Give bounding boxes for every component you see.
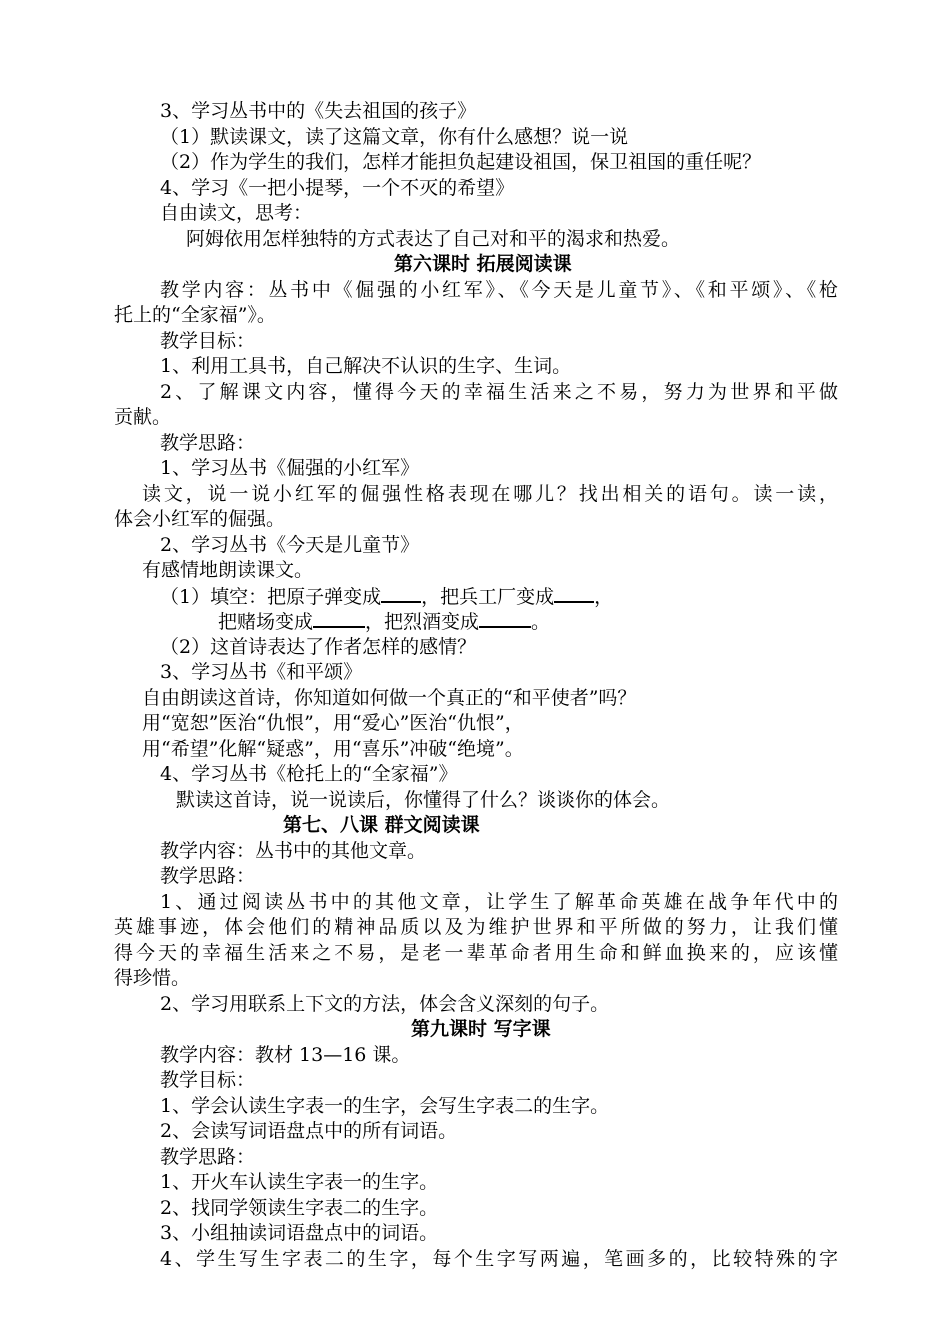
text-line: 贡献。 bbox=[114, 406, 172, 428]
fill-blank-line bbox=[160, 583, 613, 609]
text-line: 4、学习《一把小提琴，一个不灭的希望》 bbox=[160, 177, 515, 199]
text-line: 1、学习丛书《倔强的小红军》 bbox=[160, 457, 420, 479]
text-line: 阿姆依用怎样独特的方式表达了自己对和平的渴求和热爱。 bbox=[186, 228, 681, 250]
text-line: 1、开火车认读生字表一的生字。 bbox=[160, 1171, 439, 1193]
text-span: ，把烈酒变成 bbox=[365, 611, 480, 633]
text-line: 2、会读写词语盘点中的所有词语。 bbox=[160, 1120, 458, 1142]
answer-blank bbox=[554, 583, 594, 603]
text-span: ，把兵工厂变成 bbox=[421, 586, 555, 608]
text-line: 自由读文，思考： bbox=[160, 202, 313, 224]
text-line: 用“希望”化解“疑惑”，用“喜乐”冲破“绝境”。 bbox=[142, 738, 524, 760]
text-line: （1）默读课文，读了这篇文章，你有什么感想？说一说 bbox=[160, 126, 629, 148]
text-span: （1）填空：把原子弹变成 bbox=[160, 586, 382, 608]
text-line: （2）作为学生的我们，怎样才能担负起建设祖国，保卫祖国的重任呢？ bbox=[160, 151, 762, 173]
text-line: 得今天的幸福生活来之不易，是老一辈革命者用生命和鲜血换来的，应该懂 bbox=[114, 942, 838, 964]
text-line: 2、找同学领读生字表二的生字。 bbox=[160, 1197, 439, 1219]
text-line: 用“宽恕”医治“仇恨”，用“爱心”医治“仇恨”， bbox=[142, 712, 524, 734]
section-heading: 第六课时 拓展阅读课 bbox=[394, 253, 572, 275]
text-line: 1、利用工具书，自己解决不认识的生字、生词。 bbox=[160, 355, 572, 377]
text-line: （2）这首诗表达了作者怎样的感情？ bbox=[160, 636, 477, 658]
text-line: 教学内容：丛书中《倔强的小红军》、《今天是儿童节》、《和平颂》、《枪 bbox=[160, 279, 838, 301]
text-span: ， bbox=[594, 586, 614, 608]
answer-blank bbox=[479, 608, 531, 628]
text-span: 把赌场变成 bbox=[218, 611, 314, 633]
text-line: 1、通过阅读丛书中的其他文章，让学生了解革命英雄在战争年代中的 bbox=[160, 891, 838, 913]
text-line: 3、学习丛书中的《失去祖国的孩子》 bbox=[160, 100, 477, 122]
text-line: 3、学习丛书《和平颂》 bbox=[160, 661, 363, 683]
text-line: 3、小组抽读词语盘点中的词语。 bbox=[160, 1222, 439, 1244]
text-line: 2、学习用联系上下文的方法，体会含义深刻的句子。 bbox=[160, 993, 610, 1015]
answer-blank bbox=[313, 608, 365, 628]
text-line: 教学思路： bbox=[160, 1146, 256, 1168]
text-line: 教学目标： bbox=[160, 330, 256, 352]
answer-blank bbox=[381, 583, 421, 603]
text-line: 教学内容：教材 13—16 课。 bbox=[160, 1044, 411, 1066]
text-line: 教学思路： bbox=[160, 865, 256, 887]
text-line: 自由朗读这首诗，你知道如何做一个真正的“和平使者”吗？ bbox=[142, 687, 637, 709]
text-line: 4、学生写生字表二的生字，每个生字写两遍，笔画多的，比较特殊的字 bbox=[160, 1248, 838, 1270]
text-line: 默读这首诗，说一说读后，你懂得了什么？谈谈你的体会。 bbox=[176, 789, 671, 811]
text-line: 4、学习丛书《枪托上的“全家福”》 bbox=[160, 763, 458, 785]
text-line: 得珍惜。 bbox=[114, 967, 191, 989]
text-line: 托上的“全家福”》。 bbox=[114, 304, 276, 326]
text-span: 。 bbox=[531, 611, 551, 633]
fill-blank-line bbox=[218, 608, 550, 634]
section-heading: 第九课时 写字课 bbox=[411, 1018, 551, 1040]
text-line: 教学内容：丛书中的其他文章。 bbox=[160, 840, 427, 862]
text-line: 2、了解课文内容，懂得今天的幸福生活来之不易，努力为世界和平做 bbox=[160, 381, 838, 403]
section-heading: 第七、八课 群文阅读课 bbox=[283, 814, 480, 836]
text-line: 英雄事迹，体会他们的精神品质以及为维护世界和平所做的努力，让我们懂 bbox=[114, 916, 838, 938]
text-line: 教学思路： bbox=[160, 432, 256, 454]
text-line: 体会小红军的倔强。 bbox=[114, 508, 286, 530]
text-line: 有感情地朗读课文。 bbox=[142, 559, 314, 581]
text-line: 教学目标： bbox=[160, 1069, 256, 1091]
text-line: 2、学习丛书《今天是儿童节》 bbox=[160, 534, 420, 556]
text-line: 读文，说一说小红军的倔强性格表现在哪儿？找出相关的语句。读一读， bbox=[142, 483, 838, 505]
text-line: 1、学会认读生字表一的生字，会写生字表二的生字。 bbox=[160, 1095, 610, 1117]
